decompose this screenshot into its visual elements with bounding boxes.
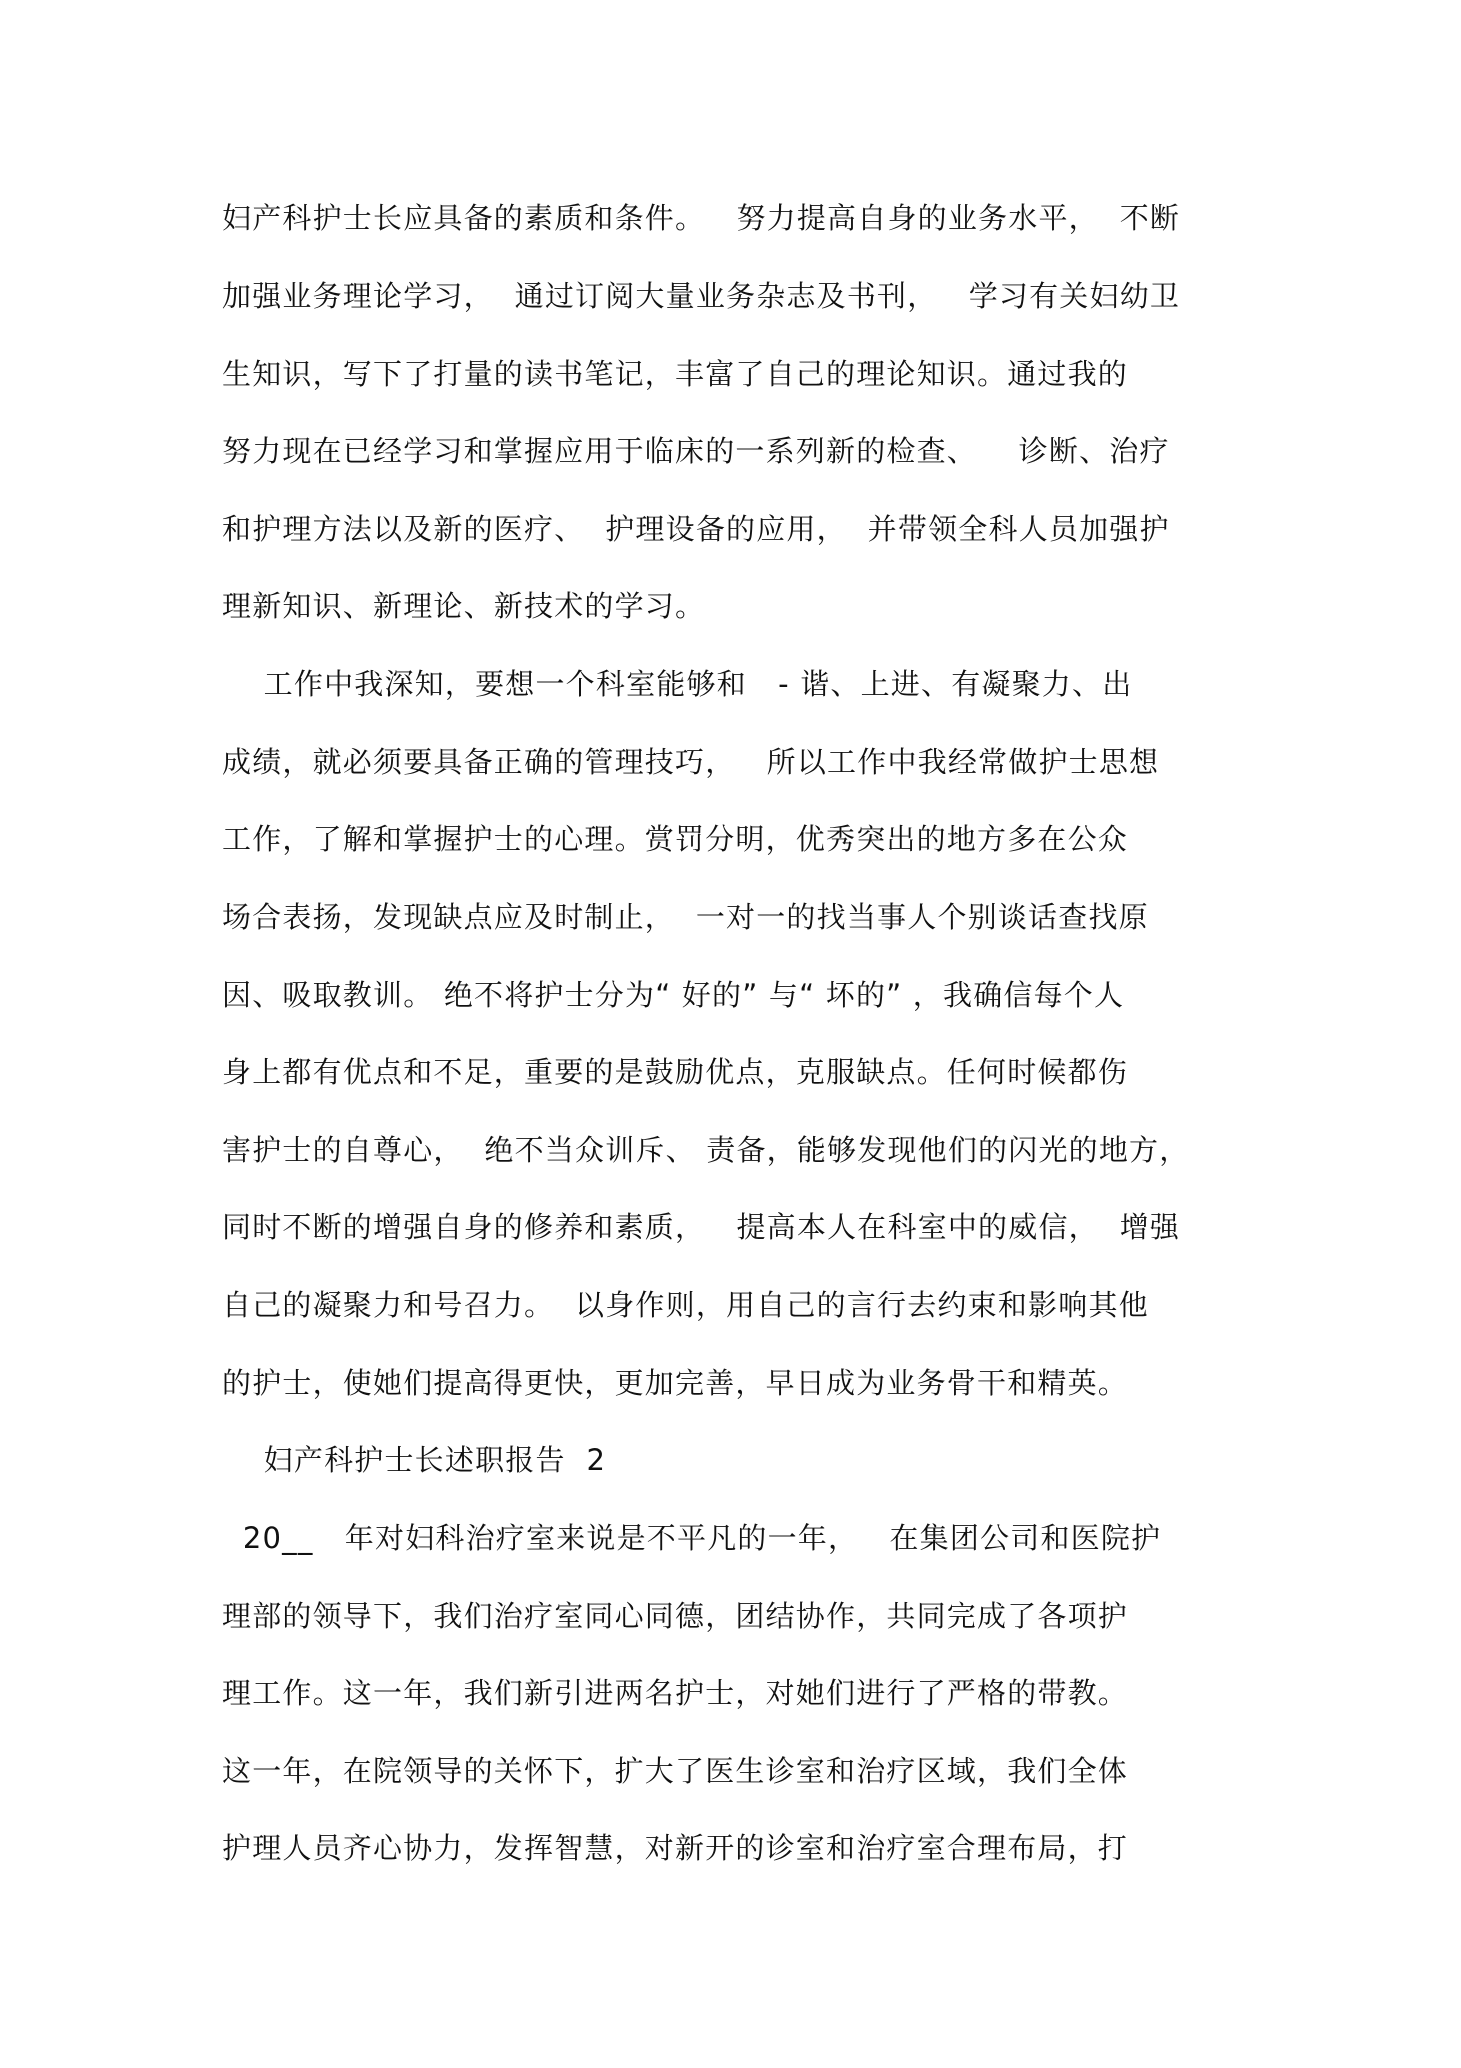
text-line: 生知识，写下了打量的读书笔记，丰富了自己的理论知识。通过我的 [222, 357, 1129, 391]
text-line: 这一年，在院领导的关怀下，扩大了医生诊室和治疗区域，我们全体 [222, 1754, 1129, 1788]
text-line: 同时不断的增强自身的修养和素质， 提高本人在科室中的威信， 增强 [222, 1210, 1181, 1244]
text-line: 场合表扬，发现缺点应及时制止， 一对一的找当事人个别谈话查找原 [222, 900, 1149, 934]
text-line: 努力现在已经学习和掌握应用于临床的一系列新的检查、 诊断、治疗 [222, 434, 1170, 468]
text-line: 害护士的自尊心， 绝不当众训斥、 责备，能够发现他们的闪光的地方， [222, 1133, 1190, 1167]
text-line: 20__ 年对妇科治疗室来说是不平凡的一年， 在集团公司和医院护 [222, 1521, 1162, 1555]
text-line: 理部的领导下，我们治疗室同心同德，团结协作，共同完成了各项护 [222, 1599, 1129, 1633]
text-line: 护理人员齐心协力，发挥智慧，对新开的诊室和治疗室合理布局，打 [222, 1831, 1129, 1865]
text-line: 自己的凝聚力和号召力。 以身作则，用自己的言行去约束和影响其他 [222, 1288, 1149, 1322]
text-line: 身上都有优点和不足，重要的是鼓励优点，克服缺点。任何时候都伤 [222, 1055, 1129, 1089]
text-line: 成绩，就必须要具备正确的管理技巧， 所以工作中我经常做护士思想 [222, 745, 1160, 779]
text-line: 工作中我深知，要想一个科室能够和 - 谐、上进、有凝聚力、出 [222, 667, 1133, 701]
text-line: 和护理方法以及新的医疗、 护理设备的应用， 并带领全科人员加强护 [222, 512, 1170, 546]
section-heading: 妇产科护士长述职报告 2 [222, 1443, 607, 1477]
text-line: 加强业务理论学习， 通过订阅大量业务杂志及书刊， 学习有关妇幼卫 [222, 279, 1181, 313]
text-line: 工作，了解和掌握护士的心理。赏罚分明，优秀突出的地方多在公众 [222, 822, 1129, 856]
text-line: 的护士，使她们提高得更快，更加完善，早日成为业务骨干和精英。 [222, 1366, 1129, 1400]
text-line: 理新知识、新理论、新技术的学习。 [222, 589, 706, 623]
text-line: 因、吸取教训。 绝不将护士分为“ 好的” 与“ 坏的” ，我确信每个人 [222, 978, 1125, 1012]
text-line: 妇产科护士长应具备的素质和条件。 努力提高自身的业务水平， 不断 [222, 201, 1181, 235]
text-line: 理工作。这一年，我们新引进两名护士，对她们进行了严格的带教。 [222, 1676, 1129, 1710]
